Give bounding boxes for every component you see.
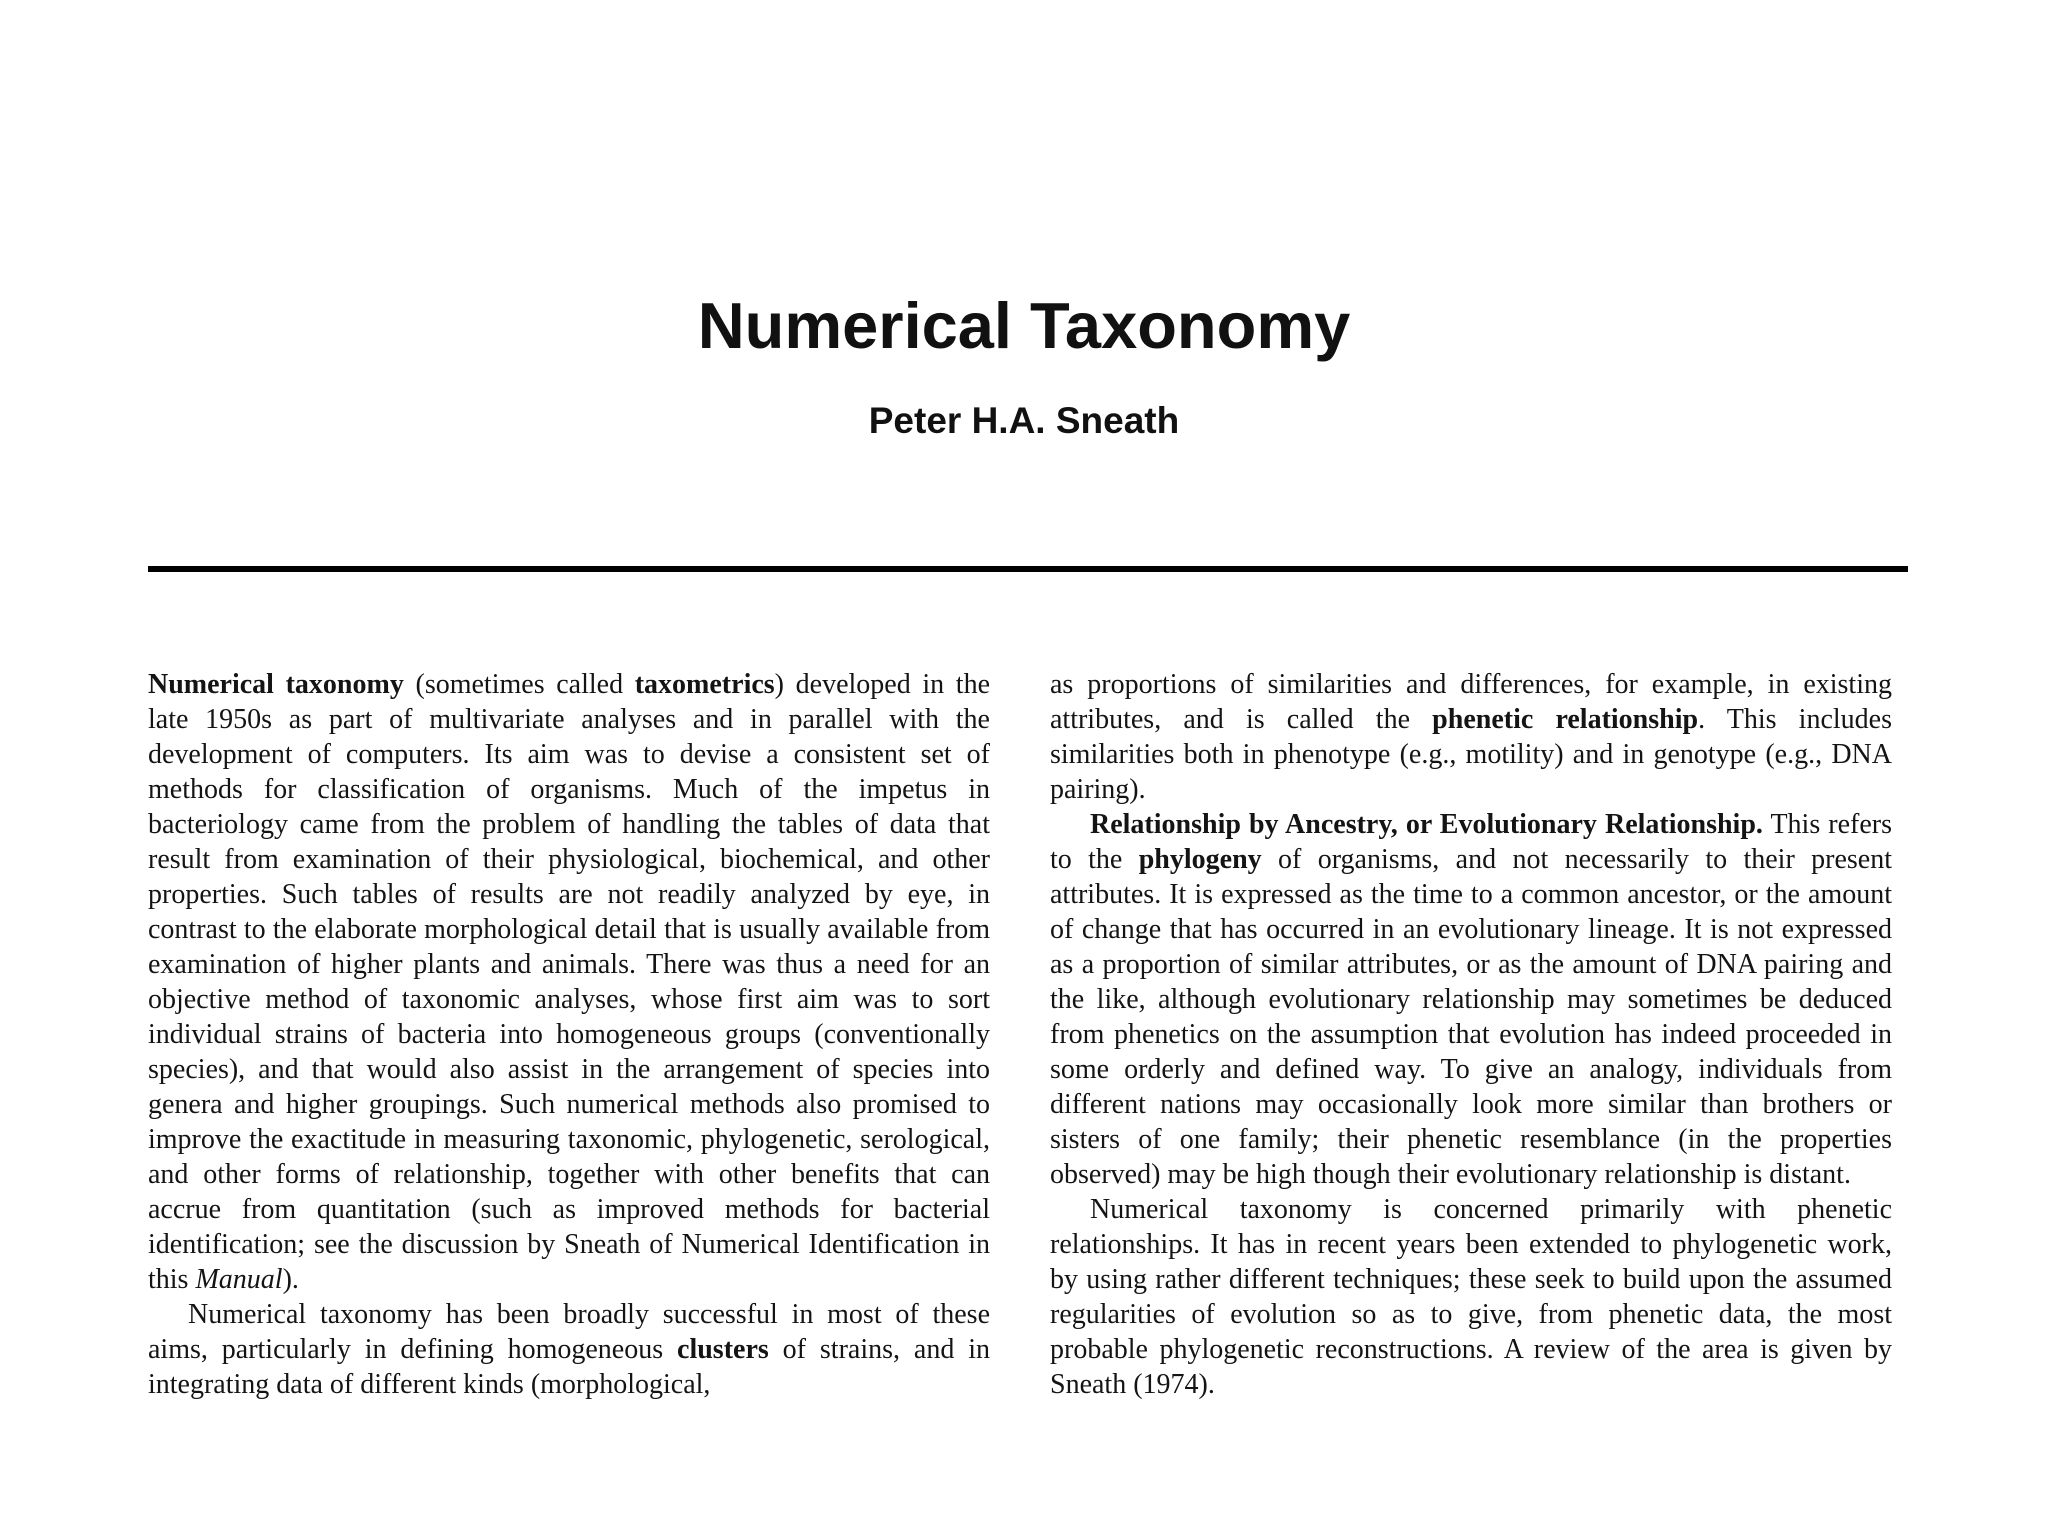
paragraph-success: [148, 1297, 990, 1402]
author-name: Peter H.A. Sneath: [868, 400, 1180, 441]
paragraph-text: ).: [282, 1264, 299, 1295]
manual-reference: Manual: [195, 1264, 283, 1295]
paragraph-text: of organisms, and not necessarily to their present attributes. It is expressed as the time to a common ancestor, or the amount of change that has occurred in an evolutionary lineage. It is not expressed as a proportion of similar attributes, or as the amount of DNA pairing and the like, although evolutionary relationship may sometimes be deduced from phenetics on the assumption that evolution has indeed proceeded in some orderly and defined way. To give an analogy, individuals from different nations may occasionally look more similar than brothers or sisters of one family; their phenetic resemblance (in the properties observed) may be high though their evolutionary relationship is distant.: [1050, 844, 1892, 1190]
paragraph-text: . This includes similarities both in phenotype (e.g., motility) and in genotype (e.g., DNA pairing).: [1050, 704, 1892, 805]
paragraph-ancestry: [1050, 807, 1892, 1192]
paragraph-intro: [148, 667, 990, 1297]
paragraph-text: ) developed in the late 1950s as part of multivariate analyses and in parallel with the development of computers. Its aim was to devise a consistent set of methods for classification of organisms. Much of the impetus in bacteriology came from the problem of handling the tables of data that result from examination of their physiological, biochemical, and other properties. Such tables of results are not readily analyzed by eye, in contrast to the elaborate morphological detail that is usually available from examination of higher plants and animals. There was thus a need for an objective method of taxonomic analyses, whose first aim was to sort individual strains of bacteria into homogeneous groups (conventionally species), and that would also assist in the arrangement of species into genera and higher groupings. Such numerical methods also promised to improve the exactitude in measuring taxonomic, phylogenetic, serological, and other forms of relationship, together with other benefits that can accrue from quantitation (such as improved methods for bacterial identification; see the discussion by Sneath of Numerical Identification in this: [148, 669, 990, 1295]
term-phenetic-relationship: phenetic relationship: [1432, 704, 1699, 735]
paragraph-review: Numerical taxonomy is concerned primarily with phenetic relationships. It has in recent years been extended to phylogenetic work, by using rather different techniques; these seek to build upon the assumed regularities of evolution so as to give, from phenetic data, the most probable phylogenetic reconstructions. A review of the area is given by Sneath (1974).: [1050, 1194, 1892, 1400]
paragraph-text: of strains, and in integrating data of different kinds (morphological,: [148, 1334, 990, 1400]
paragraph-text: (sometimes called: [403, 669, 635, 700]
term-numerical-taxonomy: Numerical taxonomy: [148, 669, 404, 700]
term-taxometrics: taxometrics: [634, 669, 775, 700]
page-title: Numerical Taxonomy: [697, 289, 1351, 362]
term-clusters: clusters: [677, 1334, 769, 1365]
header-divider: [148, 566, 1908, 572]
right-column: [1050, 667, 1892, 1469]
paragraph-text: Numerical taxonomy has been broadly successful in most of these aims, particularly in defining homogeneous: [148, 1299, 990, 1365]
paragraph-text: This refers to the: [1050, 809, 1892, 875]
paragraph-phenetic: [1050, 667, 1892, 807]
paragraph-text: as proportions of similarities and differences, for example, in existing attributes, and is called the: [1050, 669, 1892, 735]
section-heading: Relationship by Ancestry, or Evolutionary Relationship.: [1090, 809, 1763, 840]
term-phylogeny: phylogeny: [1138, 844, 1262, 875]
left-column: [148, 667, 990, 1469]
